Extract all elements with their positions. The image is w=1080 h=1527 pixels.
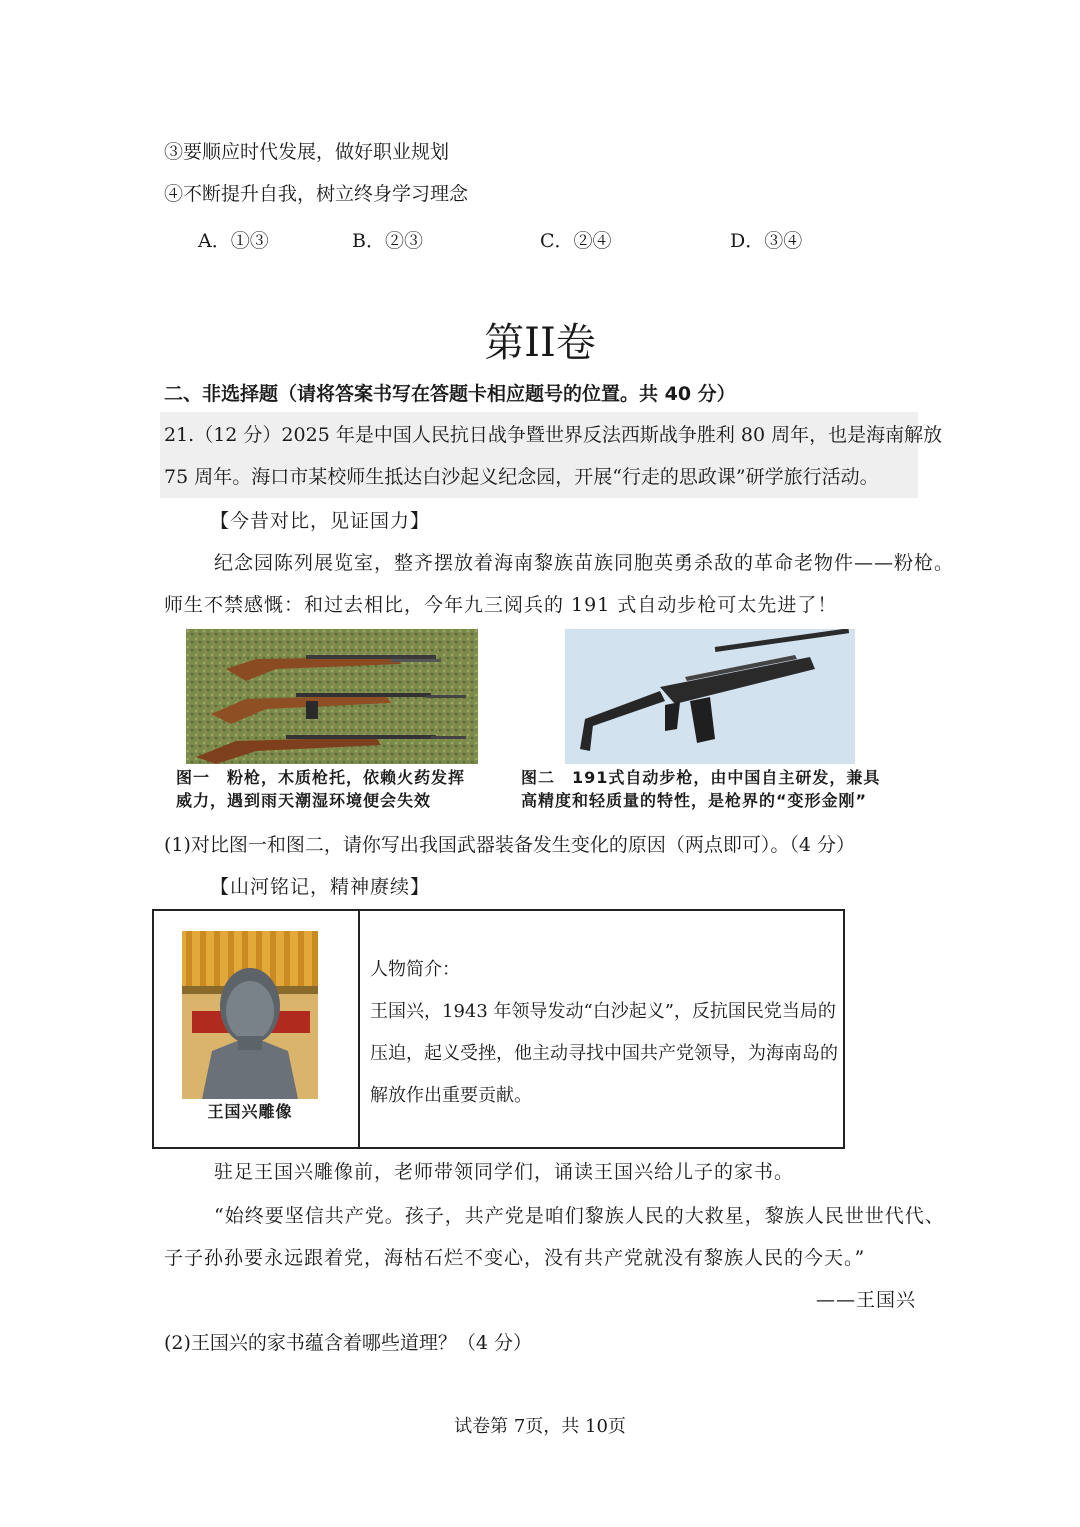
block2-title: 【山河铭记，精神赓续】 [210,876,431,898]
block1-line2: 师生不禁感慨：和过去相比，今年九三阅兵的 191 式自动步枪可太先进了！ [164,594,838,616]
letter-line2: 子子孙孙要永远跟着党，海枯石烂不变心，没有共产党就没有黎族人民的今天。” [164,1247,866,1269]
figure1-old-rifles-photo [186,629,478,764]
letter-intro: 驻足王国兴雕像前，老师带领同学们，诵读王国兴给儿子的家书。 [214,1161,795,1183]
page-footer: 试卷第 7页，共 10页 [454,1416,626,1437]
choice-a: A．①③ [198,230,269,252]
choice-c: C．②④ [540,230,612,252]
choice-b: B．②③ [352,230,423,252]
figure2-type191-rifle-photo [565,629,855,764]
choice-d: D．③④ [730,230,803,252]
section-heading: 二、非选择题（请将答案书写在答题卡相应题号的位置。共 40 分） [164,383,736,405]
letter-signature: ——王国兴 [815,1289,916,1311]
option-item-3: ③要顺应时代发展，做好职业规划 [164,141,450,163]
bio-heading: 人物简介： [370,959,460,980]
q21-intro-line2: 75 周年。海口市某校师生抵达白沙起义纪念园，开展“行走的思政课”研学旅行活动。 [164,466,879,488]
bio-text: 王国兴，1943 年领导发动“白沙起义”，反抗国民党当局的压迫，起义受挫，他主动寻找中国共产党领导，为海南岛的解放作出重要贡献。 [370,1001,838,1106]
q21-intro-line1: 21.（12 分）2025 年是中国人民抗日战争暨世界反法西斯战争胜利 80 周年，也是海南解放 [164,424,943,446]
part-title: 第II卷 [484,320,596,366]
statue-photo [182,931,318,1099]
letter-line1: “始终要坚信共产党。孩子，共产党是咱们黎族人民的大救星，黎族人民世世代代、 [214,1205,945,1227]
figure1-caption: 图一 粉枪，木质枪托，依赖火药发挥 威力，遇到雨天潮湿环境便会失效 [176,768,466,810]
sub-question-2: (2)王国兴的家书蕴含着哪些道理？（4 分） [164,1332,533,1354]
figure2-caption: 图二 191式自动步枪，由中国自主研发，兼具 高精度和轻质量的特性，是枪界的“变形金刚” [521,768,881,810]
profile-table [152,909,845,1149]
sub-question-1: (1)对比图一和图二，请你写出我国武器装备发生变化的原因（两点即可）。（4 分） [164,834,856,856]
statue-image [182,931,318,1099]
block1-line1: 纪念园陈列展览室，整齐摆放着海南黎族苗族同胞英勇杀敌的革命老物件——粉枪。 [214,552,955,574]
block1-title: 【今昔对比，见证国力】 [210,510,431,532]
statue-caption: 王国兴雕像 [207,1102,293,1121]
rifles-image [186,629,478,764]
bio-section [370,949,840,1117]
type191-rifle-image [565,629,855,764]
table-divider [358,911,360,1147]
option-item-4: ④不断提升自我，树立终身学习理念 [164,183,469,205]
